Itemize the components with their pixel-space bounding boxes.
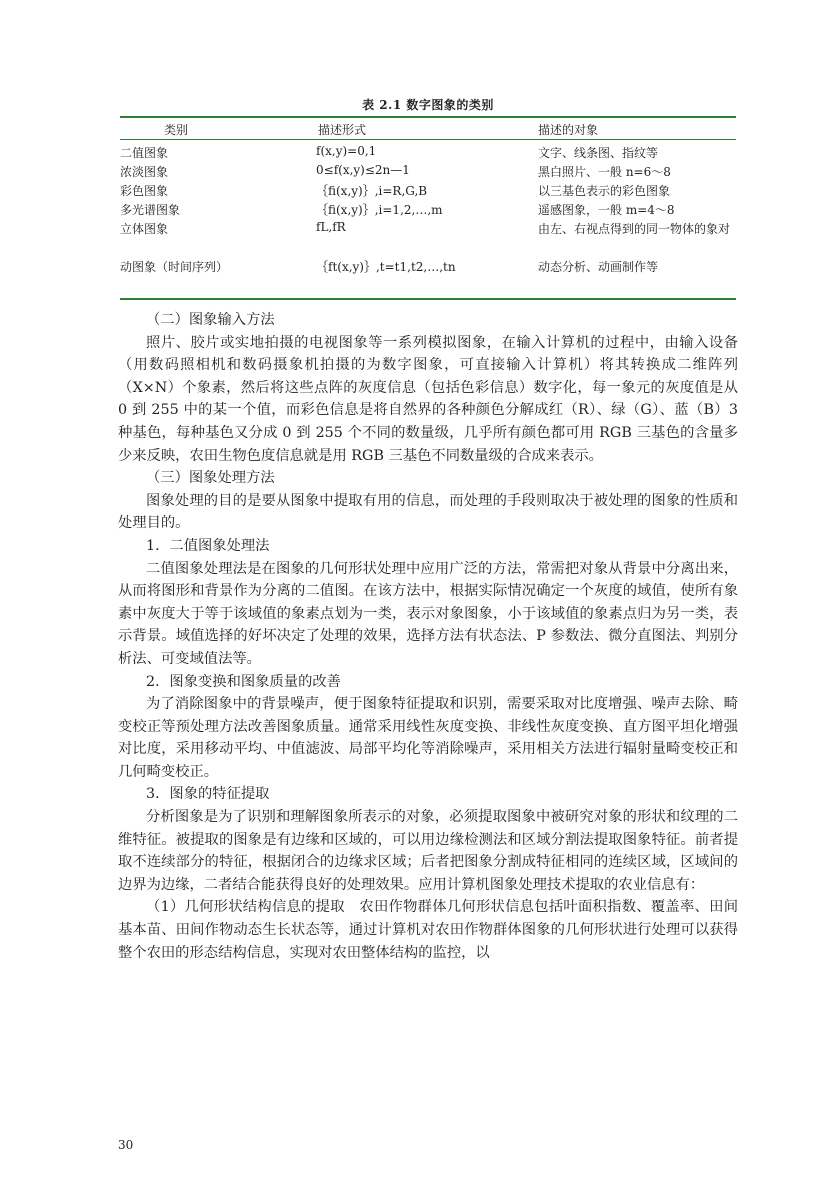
table-row (120, 258, 736, 277)
table-bottom-rule (120, 298, 736, 300)
cell-category: 动图象（时间序列） (120, 260, 229, 274)
cell-form: ｛fi(x,y)｝,i=1,2,…,m (316, 203, 443, 217)
table-row (120, 182, 736, 201)
paragraph: 分析图象是为了识别和理解图象所表示的对象，必须提取图象中被研究对象的形状和纹理的二维特征。被提取的图象是有边缘和区域的，可以用边缘检测法和区域分割法提取图象特征。前者提取不连续部分的特征，根据闭合的边缘求区域；后者把图象分割成特征相同的连续区域，区域间的边界为边缘，二者结合能获得良好的处理效果。应用计算机图象处理技术提取的农业信息有： (118, 809, 738, 893)
subsection-heading-feature: 3．图象的特征提取 (146, 786, 270, 803)
table-header-rule (120, 139, 736, 140)
table-top-rule (120, 116, 736, 118)
cell-category: 多光谱图象 (120, 203, 181, 217)
cell-form: ｛ft(x,y)｝,t=t1,t2,…,tn (316, 260, 456, 274)
cell-form: ｛fi(x,y)｝,i=R,G,B (316, 184, 428, 198)
cell-form: f(x,y)=0,1 (316, 144, 377, 158)
paragraph: 图象处理的目的是要从图象中提取有用的信息，而处理的手段则取决于被处理的图象的性质和处理目的。 (118, 492, 738, 532)
section-heading-input: （二）图象输入方法 (146, 312, 275, 328)
paragraph: 照片、胶片或实地拍摄的电视图象等一系列模拟图象，在输入计算机的过程中，由输入设备（用数码照相机和数码摄象机拍摄的为数字图象，可直接输入计算机）将其转换成二维阵列（X×N）个象素，然后将这些点阵的灰度信息（包括色彩信息）数字化，每一象元的灰度值是从 0 到 255 中的某一个值，而彩色信息是将自然界的各种颜色分解成红（R）、绿（G）、蓝（B）3 种基色，每种基色又分成 0 到 255 个不同的数量级，几乎所有颜色都可用 RGB 三基色的含量多少来反映，农田生物色度信息就是用 RGB 三基色不同数量级的合成来表示。 (118, 334, 738, 464)
table-header-row (120, 121, 736, 139)
cell-category: 二值图象 (120, 146, 169, 160)
table-row (120, 201, 736, 220)
body-text (118, 309, 738, 964)
cell-form: fL,fR (316, 220, 346, 234)
cell-object: 黑白照片、一般 n=6～8 (538, 165, 671, 179)
subsection-heading-transform: 2．图象变换和图象质量的改善 (146, 673, 341, 690)
cell-object: 由左、右视点得到的同一物体的象对 (538, 222, 731, 236)
header-form: 描述形式 (318, 123, 367, 137)
table-row (120, 144, 736, 163)
cell-form: 0≤f(x,y)≤2n—1 (316, 163, 410, 177)
paragraph: 为了消除图象中的背景噪声，便于图象特征提取和识别，需要采取对比度增强、噪声去除、畸变校正等预处理方法改善图象质量。通常采用线性灰度变换、非线性灰度变换、直方图平坦化增强对比度，采用移动平均、中值滤波、局部平均化等消除噪声，采用相关方法进行辐射量畸变校正和几何畸变校正。 (118, 696, 738, 780)
cell-category: 浓淡图象 (120, 165, 169, 179)
table-row (120, 220, 736, 258)
table-body (120, 144, 736, 277)
cell-category: 立体图象 (120, 222, 169, 236)
cell-object: 以三基色表示的彩色图象 (538, 184, 671, 198)
cell-object: 遥感图象，一般 m=4～8 (538, 203, 675, 217)
cell-object: 动态分析、动画制作等 (538, 260, 659, 274)
header-category: 类别 (164, 123, 189, 137)
paragraph: 二值图象处理法是在图象的几何形状处理中应用广泛的方法，常需把对象从背景中分离出来，从而将图形和背景作为分离的二值图。在该方法中，根据实际情况确定一个灰度的域值，使所有象素中灰度大于等于该域值的象素点划为一类，表示对象图象，小于该域值的象素点归为另一类，表示背景。域值选择的好坏决定了处理的效果，选择方法有状态法、P 参数法、微分直图法、判别分析法、可变域值法等。 (118, 560, 738, 667)
subsection-heading-binary: 1．二值图象处理法 (146, 537, 270, 554)
page-number: 30 (118, 1138, 134, 1152)
table-caption: 表 2.1 数字图象的类别 (362, 98, 494, 112)
header-object: 描述的对象 (538, 123, 599, 137)
section-heading-processing: （三）图象处理方法 (146, 470, 275, 487)
table-row (120, 163, 736, 182)
cell-category: 彩色图象 (120, 184, 169, 198)
cell-object: 文字、线条图、指纹等 (538, 146, 659, 160)
paragraph: （1）几何形状结构信息的提取 农田作物群体几何形状信息包括叶面积指数、覆盖率、田间基本苗、田间作物动态生长状态等，通过计算机对农田作物群体图象的几何形状进行处理可以获得整个农田的形态结构信息，实现对农田整体结构的监控，以 (118, 899, 738, 961)
